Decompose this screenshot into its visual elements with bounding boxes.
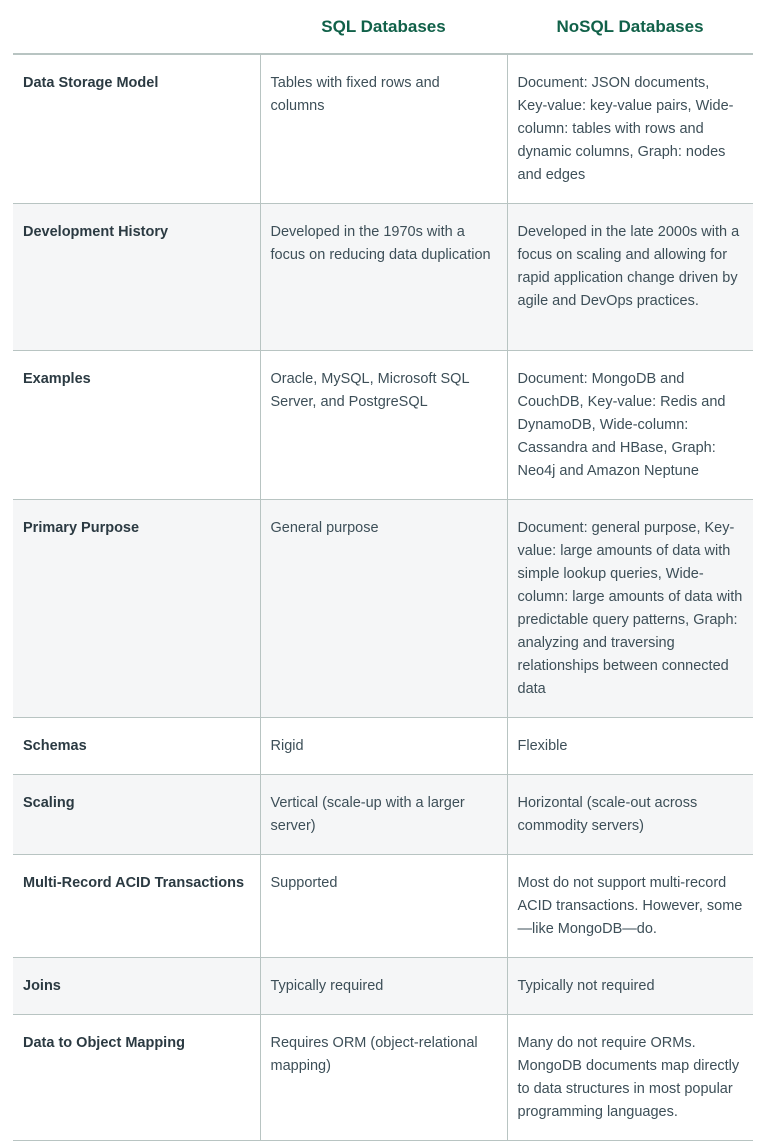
- table-row: [13, 351, 753, 500]
- sql-cell: Developed in the 1970s with a focus on reducing data duplication: [260, 204, 507, 351]
- table-row: [13, 855, 753, 958]
- table-header: [13, 0, 753, 54]
- comparison-table: [13, 0, 753, 1141]
- nosql-cell: Typically not required: [507, 958, 753, 1015]
- row-label: Data Storage Model: [13, 54, 260, 204]
- row-label: Examples: [13, 351, 260, 500]
- sql-cell: Vertical (scale-up with a larger server): [260, 775, 507, 855]
- table-row: [13, 54, 753, 204]
- nosql-cell: Flexible: [507, 718, 753, 775]
- sql-cell: Typically required: [260, 958, 507, 1015]
- row-label: Development History: [13, 204, 260, 351]
- header-empty-cell: [13, 0, 260, 54]
- table-row: [13, 1015, 753, 1141]
- nosql-cell: Most do not support multi-record ACID transactions. However, some—like MongoDB—do.: [507, 855, 753, 958]
- header-sql: SQL Databases: [260, 0, 507, 54]
- header-nosql: NoSQL Databases: [507, 0, 753, 54]
- row-label: Schemas: [13, 718, 260, 775]
- table-row: [13, 775, 753, 855]
- table-row: [13, 500, 753, 718]
- sql-cell: Rigid: [260, 718, 507, 775]
- header-row: [13, 0, 753, 54]
- sql-cell: General purpose: [260, 500, 507, 718]
- table-row: [13, 204, 753, 351]
- nosql-cell: Document: general purpose, Key-value: large amounts of data with simple lookup queries, Wide-column: large amounts of data with predictable query patterns, Graph: analyzing and traversing relationships between connected data: [507, 500, 753, 718]
- sql-cell: Tables with fixed rows and columns: [260, 54, 507, 204]
- row-label: Scaling: [13, 775, 260, 855]
- row-label: Multi-Record ACID Transactions: [13, 855, 260, 958]
- nosql-cell: Many do not require ORMs. MongoDB documents map directly to data structures in most popular programming languages.: [507, 1015, 753, 1141]
- table-row: [13, 718, 753, 775]
- table-body: [13, 54, 753, 1141]
- row-label: Primary Purpose: [13, 500, 260, 718]
- nosql-cell: Horizontal (scale-out across commodity servers): [507, 775, 753, 855]
- row-label: Data to Object Mapping: [13, 1015, 260, 1141]
- row-label: Joins: [13, 958, 260, 1015]
- nosql-cell: Document: MongoDB and CouchDB, Key-value: Redis and DynamoDB, Wide-column: Cassandra and HBase, Graph: Neo4j and Amazon Neptune: [507, 351, 753, 500]
- sql-cell: Oracle, MySQL, Microsoft SQL Server, and PostgreSQL: [260, 351, 507, 500]
- sql-cell: Supported: [260, 855, 507, 958]
- nosql-cell: Document: JSON documents, Key-value: key-value pairs, Wide-column: tables with rows and dynamic columns, Graph: nodes and edges: [507, 54, 753, 204]
- table-row: [13, 958, 753, 1015]
- nosql-cell: Developed in the late 2000s with a focus on scaling and allowing for rapid application change driven by agile and DevOps practices.: [507, 204, 753, 351]
- sql-cell: Requires ORM (object-relational mapping): [260, 1015, 507, 1141]
